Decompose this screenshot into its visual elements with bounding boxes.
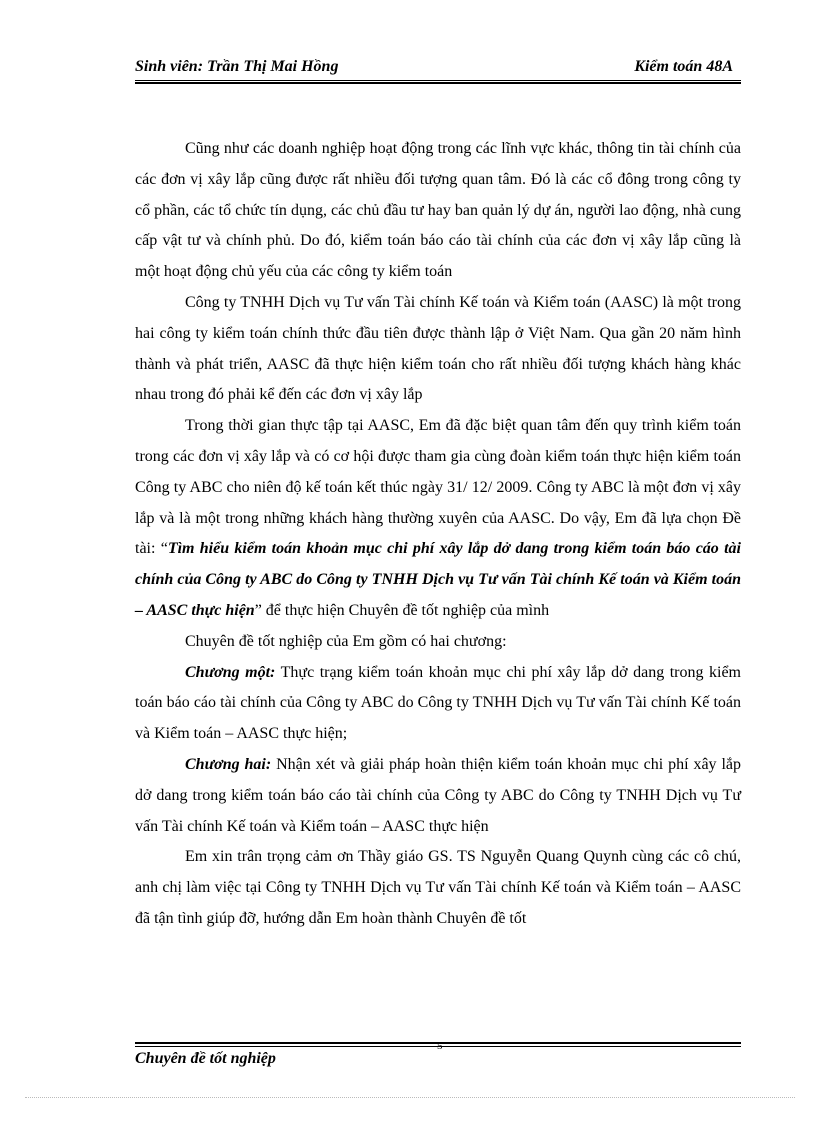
paragraph-intro: Cũng như các doanh nghiệp hoạt động trong các lĩnh vực khác, thông tin tài chính của các đơn vị xây lắp cũng được rất nhiều đối tượng quan tâm. Đó là các cổ đông trong công ty cổ phần, các tổ chức tín dụng, các chủ đầu tư hay ban quản lý dự án, người lao động, nhà cung cấp vật tư và chính phủ. Do đó, kiểm toán báo cáo tài chính của các đơn vị xây lắp cũng là một hoạt động chủ yếu của các công ty kiểm toán [135, 140, 741, 281]
topic-lead: Trong thời gian thực tập tại AASC, Em đã đặc biệt quan tâm đến quy trình kiểm toán trong các đơn vị xây lắp và có cơ hội được tham gia cùng đoàn kiểm toán thực hiện kiểm toán Công ty ABC cho niên độ kế toán kết thúc ngày 31/ 12/ 2009. Công ty ABC là một đơn vị xây lắp và là một trong những khách hàng thường xuyên của AASC. Do vậy, Em đã lựa chọn Đề tài: “ [135, 417, 741, 558]
document-body [135, 134, 741, 935]
paragraph-topic [135, 411, 741, 627]
footer-title: Chuyên đề tốt nghiệp [135, 1050, 276, 1067]
chapter-two-text: Nhận xét và giải pháp hoàn thiện kiểm toán khoản mục chi phí xây lắp dở dang trong kiểm toán báo cáo tài chính của Công ty ABC do Công ty TNHH Dịch vụ Tư vấn Tài chính Kế toán và Kiểm toán – AASC thực hiện [135, 755, 742, 835]
header-rule-thin [135, 80, 741, 81]
paragraph-chapter-one [135, 658, 741, 750]
header-rule-thick [135, 82, 741, 84]
chapter-two-label: Chương hai: [185, 755, 272, 773]
topic-title: Tìm hiểu kiểm toán khoản mục chi phí xây lắp dở dang trong kiểm toán báo cáo tài chính của Công ty ABC do Công ty TNHH Dịch vụ Tư vấn Tài chính Kế toán và Kiểm toán – AASC thực hiện [135, 540, 741, 619]
paragraph-company: Công ty TNHH Dịch vụ Tư vấn Tài chính Kế toán và Kiểm toán (AASC) là một trong hai công ty kiểm toán chính thức đầu tiên được thành lập ở Việt Nam. Qua gần 20 năm hình thành và phát triển, AASC đã thực hiện kiểm toán cho rất nhiều đối tượng khách hàng khác nhau trong đó phải kể đến các đơn vị xây lắp [135, 293, 741, 404]
chapter-one-text: Thực trạng kiểm toán khoản mục chi phí xây lắp dở dang trong kiểm toán báo cáo tài chính của Công ty ABC do Công ty TNHH Dịch vụ Tư vấn Tài chính Kế toán và Kiểm toán – AASC thực hiện; [135, 663, 742, 743]
header-student-name: Sinh viên: Trần Thị Mai Hồng [135, 58, 339, 75]
chapter-one-label: Chương một: [185, 663, 276, 681]
paragraph-chapter-two [135, 750, 741, 842]
paragraph-structure: Chuyên đề tốt nghiệp của Em gồm có hai chương: [185, 632, 507, 650]
paragraph-thanks: Em xin trân trọng cảm ơn Thầy giáo GS. TS Nguyễn Quang Quynh cùng các cô chú, anh chị làm việc tại Công ty TNHH Dịch vụ Tư vấn Tài chính Kế toán và Kiểm toán – AASC đã tận tình giúp đỡ, hướng dẫn Em hoàn thành Chuyên đề tốt [135, 848, 741, 927]
page-bottom-dotted-line [25, 1097, 795, 1098]
header-class: Kiểm toán 48A [634, 58, 733, 75]
page-number: 5 [437, 1040, 443, 1052]
topic-tail: ” để thực hiện Chuyên đề tốt nghiệp của mình [254, 601, 550, 619]
